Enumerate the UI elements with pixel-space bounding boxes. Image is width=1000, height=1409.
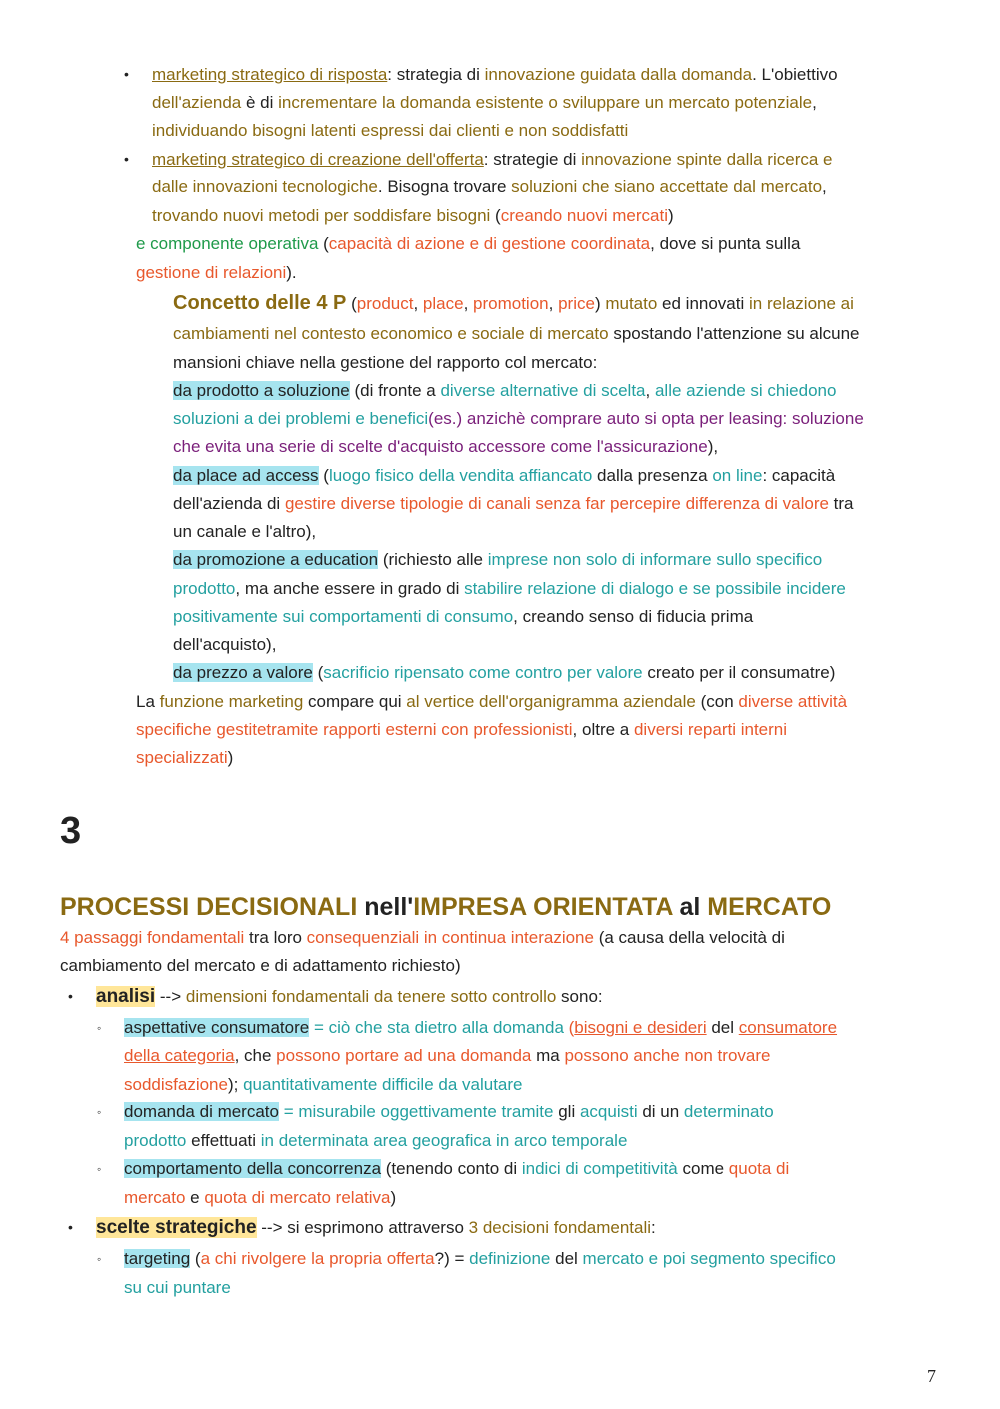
bullet-circle-icon: ◦ [97, 1252, 102, 1266]
bullet-dot-icon: • [68, 988, 73, 1004]
bullet-circle-icon: ◦ [97, 1105, 102, 1119]
bullet-dot-icon: • [68, 1219, 73, 1235]
funzione-marketing-line3: specializzati) [136, 748, 234, 767]
concorrenza-line2: mercato e quota di mercato relativa) [124, 1188, 397, 1207]
four-p-line7: da place ad access (luogo fisico della vendita affiancato dalla presenza on line: capacità [173, 466, 836, 485]
four-p-line14: da prezzo a valore (sacrificio ripensato come contro per valore creato per il consumatre) [173, 663, 836, 682]
scelte-strategiche-line: scelte strategiche --> si esprimono attraverso 3 decisioni fondamentali: [96, 1217, 656, 1238]
bullet-dot-icon: • [124, 151, 129, 167]
four-p-line3: mansioni chiave nella gestione del rapporto col mercato: [173, 353, 598, 372]
four-p-line5: soluzioni a dei problemi e benefici(es.) anzichè comprare auto si opta per leasing: soluzione [173, 409, 864, 428]
bullet-dot-icon: • [124, 66, 129, 82]
bullet-circle-icon: ◦ [97, 1021, 102, 1035]
bullet-circle-icon: ◦ [97, 1162, 102, 1176]
componente-operativa-line2: gestione di relazioni). [136, 263, 297, 282]
funzione-marketing-line1: La funzione marketing compare qui al vertice dell'organigramma aziendale (con diverse attività [136, 692, 848, 711]
domanda-line2: prodotto effettuati in determinata area geografica in arco temporale [124, 1131, 628, 1150]
bullet-offerta-line3: trovando nuovi metodi per soddisfare bisogni (creando nuovi mercati) [152, 206, 674, 225]
four-p-line12: positivamente sui comportamenti di consumo, creando senso di fiducia prima [173, 607, 754, 626]
intro-line2: cambiamento del mercato e di adattamento richiesto) [60, 956, 461, 975]
concorrenza-line1: comportamento della concorrenza (tenendo conto di indici di competitività come quota di [124, 1159, 790, 1178]
bullet-offerta-line1: marketing strategico di creazione dell'offerta: strategie di innovazione spinte dalla ricerca e [152, 150, 833, 169]
four-p-line1: Concetto delle 4 P (product, place, promotion, price) mutato ed innovati in relazione ai [173, 292, 854, 314]
intro-line1: 4 passaggi fondamentali tra loro consequenziali in continua interazione (a causa della velocità di [60, 928, 785, 947]
aspettative-line2: della categoria, che possono portare ad una domanda ma possono anche non trovare [124, 1046, 771, 1065]
four-p-line11: prodotto, ma anche essere in grado di stabilire relazione di dialogo e se possibile incidere [173, 579, 846, 598]
four-p-line4: da prodotto a soluzione (di fronte a diverse alternative di scelta, alle aziende si chiedono [173, 381, 837, 400]
four-p-line10: da promozione a education (richiesto alle imprese non solo di informare sullo specifico [173, 550, 823, 569]
targeting-line2: su cui puntare [124, 1278, 231, 1297]
aspettative-line1: aspettative consumatore = ciò che sta dietro alla domanda (bisogni e desideri del consumatore [124, 1018, 838, 1037]
section-heading: PROCESSI DECISIONALI nell'IMPRESA ORIENTATA al MERCATO [60, 893, 832, 921]
four-p-line13: dell'acquisto), [173, 635, 277, 654]
four-p-line8: dell'azienda di gestire diverse tipologie di canali senza far percepire differenza di valore tra [173, 494, 854, 513]
domanda-line1: domanda di mercato = misurabile oggettivamente tramite gli acquisti di un determinato [124, 1102, 774, 1121]
funzione-marketing-line2: specifiche gestitetramite rapporti esterni con professionisti, oltre a diversi reparti interni [136, 720, 788, 739]
four-p-line6: che evita una serie di scelte d'acquisto accessore come l'assicurazione), [173, 437, 719, 456]
four-p-line9: un canale e l'altro), [173, 522, 317, 541]
targeting-line1: targeting (a chi rivolgere la propria offerta?) = definizione del mercato e poi segmento specifico [124, 1249, 836, 1268]
section-number: 3 [60, 810, 82, 852]
page-number: 7 [927, 1366, 936, 1386]
componente-operativa-line1: e componente operativa (capacità di azione e di gestione coordinata, dove si punta sulla [136, 234, 801, 253]
aspettative-line3: soddisfazione); quantitativamente difficile da valutare [124, 1075, 523, 1094]
four-p-line2: cambiamenti nel contesto economico e sociale di mercato spostando l'attenzione su alcune [173, 324, 860, 343]
analisi-line: analisi --> dimensioni fondamentali da tenere sotto controllo sono: [96, 986, 603, 1007]
bullet-risposta-line1: marketing strategico di risposta: strategia di innovazione guidata dalla domanda. L'obiettivo [152, 65, 838, 84]
bullet-risposta-line3: individuando bisogni latenti espressi dai clienti e non soddisfatti [152, 121, 629, 140]
bullet-offerta-line2: dalle innovazioni tecnologiche. Bisogna trovare soluzioni che siano accettate dal mercato, [152, 177, 827, 196]
bullet-risposta-line2: dell'azienda è di incrementare la domanda esistente o sviluppare un mercato potenziale, [152, 93, 817, 112]
